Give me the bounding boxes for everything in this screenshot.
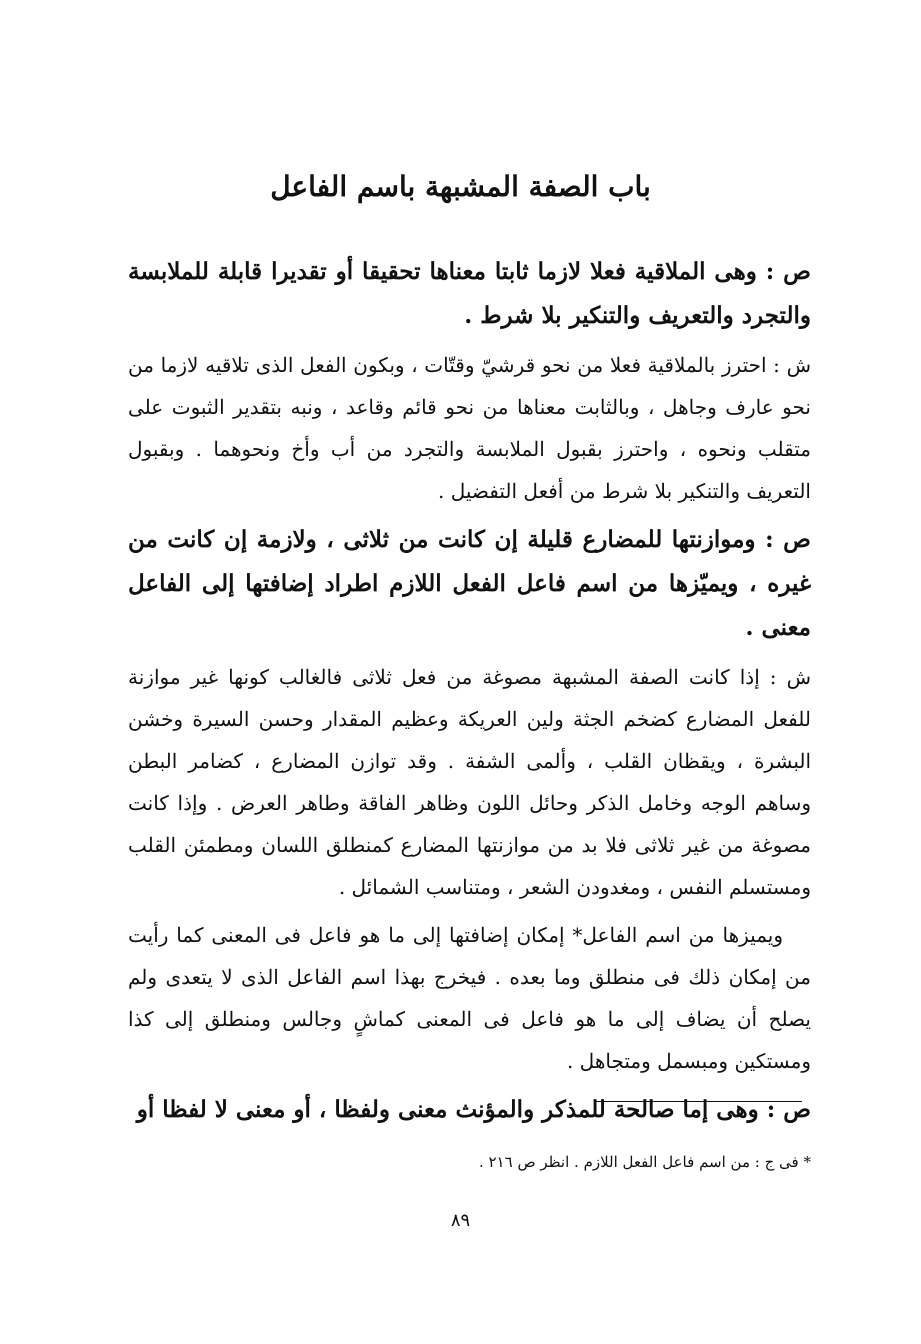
- sharh-paragraph-3: ويميزها من اسم الفاعل* إمكان إضافتها إلى ما هو فاعل فى المعنى كما رأيت من إمكان ذلك فى منطلق وما بعده . فيخرج بهذا اسم الفاعل الذى لا يتعدى ولم يصلح أن يضاف إلى ما هو فاعل فى المعنى كماشٍ وجالس ومنطلق إلى كذا ومستكين ومبسمل ومتجاهل .: [128, 923, 811, 1073]
- matn-paragraph-2: ص : وموازنتها للمضارع قليلة إن كانت من ثلاثى ، ولازمة إن كانت من غيره ، ويميّزها من اسم فاعل الفعل اللازم اطراد إضافتها إلى الفاعل معنى .: [128, 526, 812, 641]
- matn-paragraph-1: ص : وهى الملاقية فعلا لازما ثابتا معناها تحقيقا أو تقديرا قابلة للملابسة والتجرد والتعريف والتنكير بلا شرط .: [128, 258, 811, 329]
- footnote-separator: [595, 1101, 802, 1102]
- chapter-title: باب الصفة المشبهة باسم الفاعل: [270, 170, 651, 203]
- sharh-paragraph-2: ش : إذا كانت الصفة المشبهة مصوغة من فعل ثلاثى فالغالب كونها غير موازنة للفعل المضارع كضخم الجثة ولين العريكة وعظيم المقدار وحسن السيرة وخشن البشرة ، ويقظان القلب ، وألمى الشفة . وقد توازن المضارع ، كضامر البطن وساهم الوجه وخامل الذكر وحائل اللون وظاهر الفاقة وطاهر العرض . وإذا كانت مصوغة من غير ثلاثى فلا بد من موازنتها المضارع كمنطلق اللسان ومطمئن القلب ومستسلم النفس ، ومغدودن الشعر ، ومتناسب الشمائل .: [128, 665, 811, 899]
- footnote: * فى ج : من اسم فاعل الفعل اللازم . انظر ص ٢١٦ .: [478, 1153, 811, 1171]
- matn-paragraph-3: ص : وهى إما صالحة للمذكر والمؤنث معنى ولفظا ، أو معنى لا لفظا أو: [136, 1096, 811, 1123]
- page-body: [128, 250, 811, 1132]
- page-number: ٨٩: [450, 1210, 471, 1231]
- sharh-paragraph-1: ش : احترز بالملاقية فعلا من نحو قرشيّ وقتّات ، وبكون الفعل الذى تلاقيه لازما من نحو عارف وجاهل ، وبالثابت معناها من نحو قائم وقاعد ، ونبه بتقدير الثبوت على متقلب ونحوه ، واحترز بقبول الملابسة والتجرد من أب وأخ ونحوهما . وبقبول التعريف والتنكير بلا شرط من أفعل التفضيل .: [128, 353, 811, 503]
